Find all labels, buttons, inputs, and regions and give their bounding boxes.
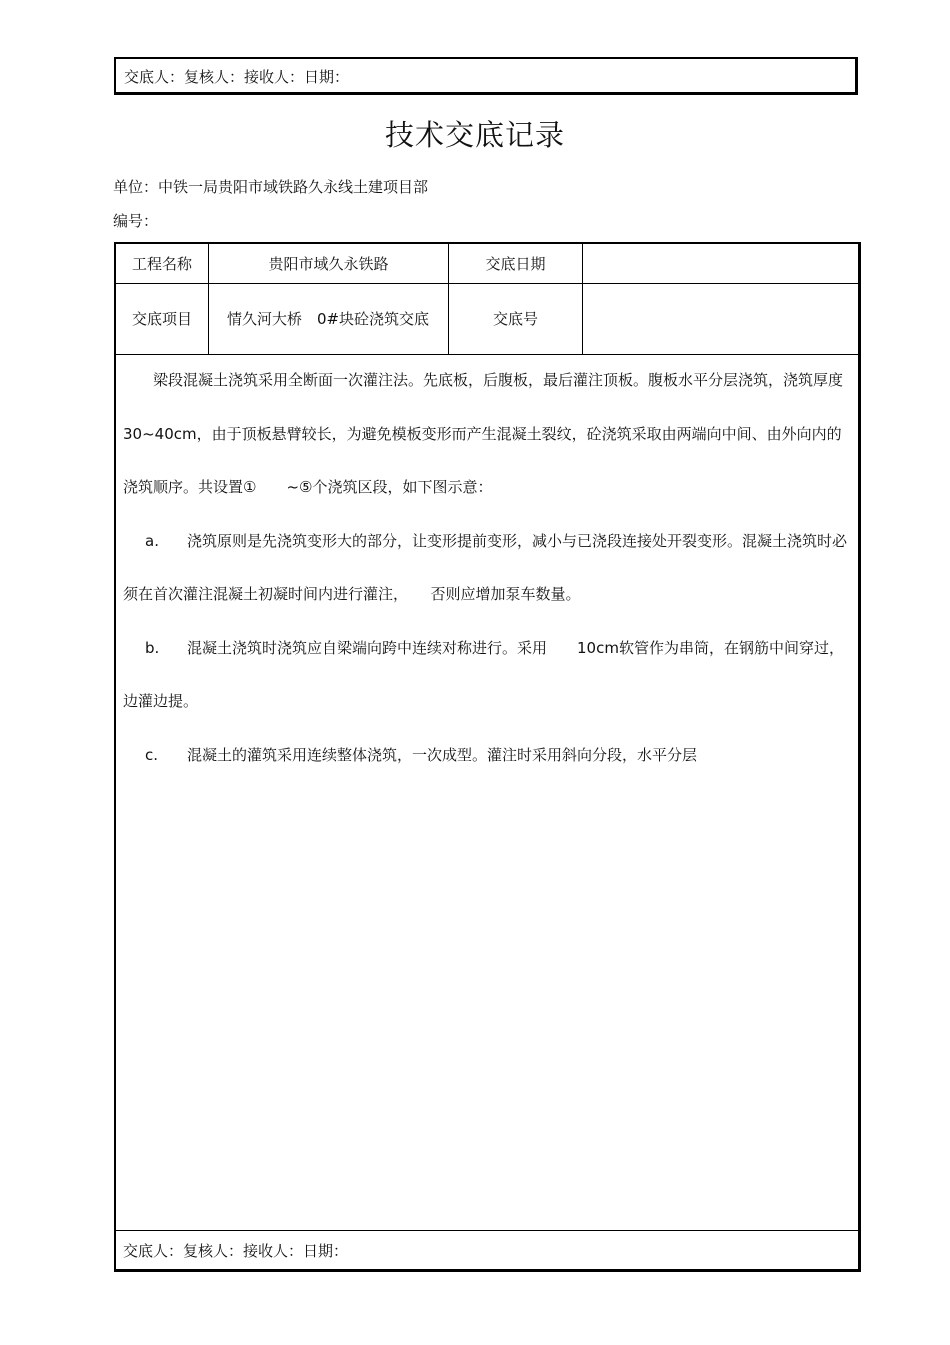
project-name-value: 贵阳市域久永铁路 — [268, 254, 389, 273]
handover-item-value: 情久河大桥 0#块砼浇筑交底 — [226, 309, 430, 328]
row-divider — [116, 1230, 858, 1231]
signature-line-bottom: 交底人：复核人：接收人：日期： — [123, 1242, 349, 1260]
list-item-label: a. — [145, 531, 159, 550]
list-item-text: 浇筑原则是先浇筑变形大的部分，让变形提前变形，减小与已浇段连接处开裂变形。混凝土浇筑时必须在首次灌注混凝土初凝时间内进行灌注， 否则应增加泵车数量。 — [123, 531, 848, 603]
list-item-label: c. — [145, 745, 159, 764]
handover-number-label: 交底号 — [492, 310, 538, 328]
handover-item-label: 交底项目 — [131, 310, 192, 328]
record-table — [114, 242, 861, 1272]
list-item-text: 混凝土浇筑时浇筑应自梁端向跨中连续对称进行。采用 10cm软管作为串筒，在钢筋中间穿过，边灌边提。 — [123, 638, 844, 710]
signature-line-top: 交底人：复核人：接收人：日期： — [124, 68, 350, 86]
page-title: 技术交底记录 — [384, 118, 565, 152]
list-item — [123, 515, 851, 622]
signature-box-top — [114, 57, 858, 95]
handover-content — [123, 354, 859, 782]
unit-line: 单位：中铁一局贵阳市域铁路久永线土建项目部 — [113, 178, 429, 196]
list-item — [123, 729, 851, 783]
list-item — [123, 622, 851, 729]
number-line: 编号： — [113, 212, 159, 230]
list-item-label: b. — [145, 638, 160, 657]
handover-date-value — [583, 244, 858, 283]
intro-paragraph: 梁段混凝土浇筑采用全断面一次灌注法。先底板，后腹板，最后灌注顶板。腹板水平分层浇筑，浇筑厚度 30~40cm，由于顶板悬臂较长，为避免模板变形而产生混凝土裂纹，砼浇筑采取由两端向中间、由外向内的浇筑顺序。共设置① ~⑤个浇筑区段，如下图示意： — [123, 371, 859, 496]
handover-date-label: 交底日期 — [485, 254, 546, 273]
project-name-label: 工程名称 — [131, 254, 192, 273]
handover-number-value — [583, 284, 858, 354]
list-item-text: 混凝土的灌筑采用连续整体浇筑，一次成型。灌注时采用斜向分段，水平分层 — [187, 745, 698, 764]
